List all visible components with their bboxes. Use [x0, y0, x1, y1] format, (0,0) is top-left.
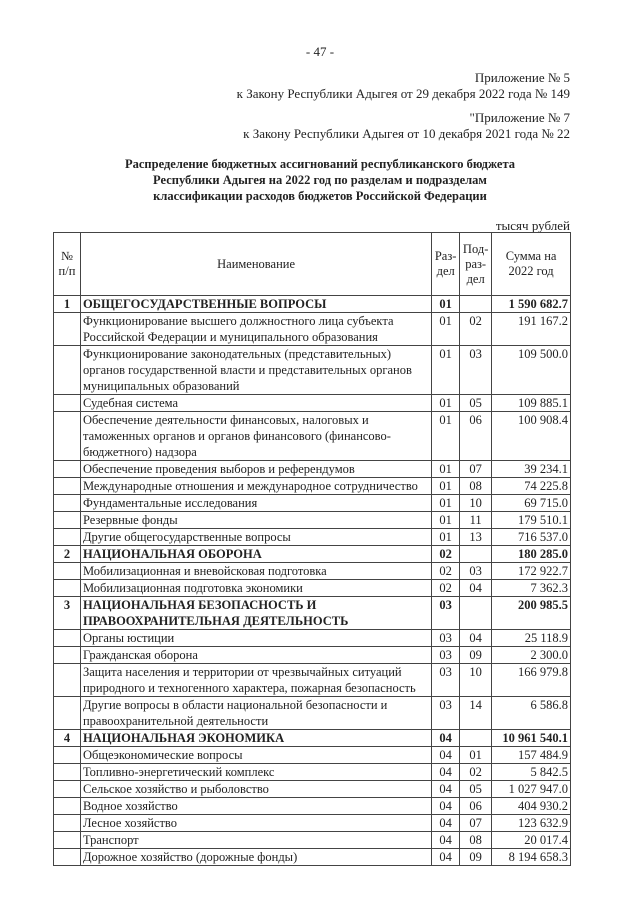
table-row — [54, 798, 571, 815]
row-number: 4 — [54, 730, 81, 747]
row-name: Обеспечение проведения выборов и референдумов — [80, 461, 431, 478]
table-row — [54, 647, 571, 664]
title-line3: классификации расходов бюджетов Российской Федерации — [153, 189, 487, 203]
row-sum: 1 590 682.7 — [492, 296, 571, 313]
row-sum: 39 234.1 — [492, 461, 571, 478]
row-name: Органы юстиции — [80, 630, 431, 647]
row-number — [54, 495, 81, 512]
row-sum: 20 017.4 — [492, 832, 571, 849]
page-number: - 47 - — [305, 44, 335, 59]
row-section: 01 — [432, 346, 460, 395]
appendix-5-line1: Приложение № 5 — [474, 70, 570, 85]
row-name: Другие общегосударственные вопросы — [80, 529, 431, 546]
row-section: 01 — [432, 512, 460, 529]
table-row — [54, 832, 571, 849]
section-row — [54, 597, 571, 630]
table-row — [54, 395, 571, 412]
row-sum: 6 586.8 — [492, 697, 571, 730]
section-row — [54, 730, 571, 747]
appendix-7-line1: "Приложение № 7 — [469, 110, 570, 125]
row-subsection: 05 — [460, 395, 492, 412]
row-sum: 7 362.3 — [492, 580, 571, 597]
row-subsection: 02 — [460, 313, 492, 346]
row-number — [54, 529, 81, 546]
appendix-7-reference — [243, 110, 570, 142]
row-subsection: 14 — [460, 697, 492, 730]
row-section: 01 — [432, 313, 460, 346]
row-subsection: 08 — [460, 478, 492, 495]
row-subsection — [460, 546, 492, 563]
table-row — [54, 478, 571, 495]
table-row — [54, 563, 571, 580]
row-number — [54, 461, 81, 478]
row-number — [54, 798, 81, 815]
row-name: Гражданская оборона — [80, 647, 431, 664]
row-name: Мобилизационная подготовка экономики — [80, 580, 431, 597]
row-sum: 404 930.2 — [492, 798, 571, 815]
row-number — [54, 512, 81, 529]
row-number — [54, 647, 81, 664]
title-line2: Республики Адыгея на 2022 год по разделам и подразделам — [153, 173, 487, 187]
table-row — [54, 747, 571, 764]
row-section: 04 — [432, 747, 460, 764]
row-section: 04 — [432, 832, 460, 849]
header-sum: Сумма на 2022 год — [492, 233, 571, 296]
appendix-7-line2: к Закону Республики Адыгея от 10 декабря 2021 года № 22 — [243, 126, 570, 141]
table-row — [54, 529, 571, 546]
document-title — [60, 156, 580, 204]
row-number — [54, 849, 81, 866]
row-sum: 10 961 540.1 — [492, 730, 571, 747]
row-subsection: 04 — [460, 580, 492, 597]
appendix-5-reference — [237, 70, 570, 102]
row-section: 03 — [432, 664, 460, 697]
row-subsection: 08 — [460, 832, 492, 849]
row-subsection: 01 — [460, 747, 492, 764]
row-section: 04 — [432, 798, 460, 815]
row-sum: 74 225.8 — [492, 478, 571, 495]
row-name: Фундаментальные исследования — [80, 495, 431, 512]
row-sum: 716 537.0 — [492, 529, 571, 546]
row-name: Сельское хозяйство и рыболовство — [80, 781, 431, 798]
row-section: 02 — [432, 563, 460, 580]
row-name: ОБЩЕГОСУДАРСТВЕННЫЕ ВОПРОСЫ — [80, 296, 431, 313]
row-section: 02 — [432, 580, 460, 597]
row-name: Защита населения и территории от чрезвычайных ситуаций природного и техногенного характера, пожарная безопасность — [80, 664, 431, 697]
row-subsection: 10 — [460, 495, 492, 512]
row-sum: 172 922.7 — [492, 563, 571, 580]
row-number — [54, 664, 81, 697]
row-subsection — [460, 730, 492, 747]
row-section: 01 — [432, 478, 460, 495]
row-section: 03 — [432, 597, 460, 630]
table-body — [54, 296, 571, 866]
row-subsection — [460, 597, 492, 630]
row-section: 01 — [432, 495, 460, 512]
header-subsection: Под-раз-дел — [460, 233, 492, 296]
header-name: Наименование — [80, 233, 431, 296]
row-sum: 1 027 947.0 — [492, 781, 571, 798]
row-sum: 109 885.1 — [492, 395, 571, 412]
row-section: 03 — [432, 647, 460, 664]
row-section: 01 — [432, 395, 460, 412]
table-row — [54, 346, 571, 395]
row-subsection: 09 — [460, 849, 492, 866]
row-name: Другие вопросы в области национальной безопасности и правоохранительной деятельности — [80, 697, 431, 730]
row-number: 1 — [54, 296, 81, 313]
table-row — [54, 849, 571, 866]
row-sum: 2 300.0 — [492, 647, 571, 664]
row-sum: 109 500.0 — [492, 346, 571, 395]
row-number — [54, 580, 81, 597]
row-name: Функционирование законодательных (представительных) органов государственной власти и представительных органов муниципальных образований — [80, 346, 431, 395]
table-row — [54, 461, 571, 478]
row-section: 03 — [432, 697, 460, 730]
row-number — [54, 630, 81, 647]
budget-table — [53, 232, 571, 866]
row-number — [54, 313, 81, 346]
row-sum: 5 842.5 — [492, 764, 571, 781]
title-line1: Распределение бюджетных ассигнований республиканского бюджета — [125, 157, 515, 171]
row-sum: 191 167.2 — [492, 313, 571, 346]
row-subsection: 10 — [460, 664, 492, 697]
row-number — [54, 747, 81, 764]
table-row — [54, 664, 571, 697]
row-number — [54, 815, 81, 832]
row-subsection: 03 — [460, 563, 492, 580]
row-section: 04 — [432, 781, 460, 798]
row-subsection: 06 — [460, 798, 492, 815]
table-row — [54, 815, 571, 832]
row-subsection: 11 — [460, 512, 492, 529]
row-subsection: 04 — [460, 630, 492, 647]
row-name: Мобилизационная и вневойсковая подготовка — [80, 563, 431, 580]
row-name: Топливно-энергетический комплекс — [80, 764, 431, 781]
row-sum: 180 285.0 — [492, 546, 571, 563]
table-row — [54, 764, 571, 781]
row-subsection: 05 — [460, 781, 492, 798]
row-name: НАЦИОНАЛЬНАЯ БЕЗОПАСНОСТЬ И ПРАВООХРАНИТЕЛЬНАЯ ДЕЯТЕЛЬНОСТЬ — [80, 597, 431, 630]
units-label: тысяч рублей — [495, 218, 570, 233]
row-name: Резервные фонды — [80, 512, 431, 529]
row-number — [54, 781, 81, 798]
row-section: 03 — [432, 630, 460, 647]
row-section: 04 — [432, 764, 460, 781]
row-sum: 8 194 658.3 — [492, 849, 571, 866]
row-section: 01 — [432, 461, 460, 478]
row-name: Лесное хозяйство — [80, 815, 431, 832]
row-name: Водное хозяйство — [80, 798, 431, 815]
row-sum: 157 484.9 — [492, 747, 571, 764]
row-name: Судебная система — [80, 395, 431, 412]
row-number — [54, 764, 81, 781]
table-row — [54, 313, 571, 346]
row-sum: 179 510.1 — [492, 512, 571, 529]
row-sum: 100 908.4 — [492, 412, 571, 461]
header-section: Раз-дел — [432, 233, 460, 296]
table-row — [54, 580, 571, 597]
table-header-row — [54, 233, 571, 296]
table-row — [54, 512, 571, 529]
row-name: Дорожное хозяйство (дорожные фонды) — [80, 849, 431, 866]
row-number: 3 — [54, 597, 81, 630]
section-row — [54, 296, 571, 313]
row-subsection: 07 — [460, 461, 492, 478]
row-sum: 69 715.0 — [492, 495, 571, 512]
table-row — [54, 630, 571, 647]
row-name: Общеэкономические вопросы — [80, 747, 431, 764]
row-number — [54, 832, 81, 849]
row-number — [54, 563, 81, 580]
row-name: НАЦИОНАЛЬНАЯ ОБОРОНА — [80, 546, 431, 563]
row-sum: 25 118.9 — [492, 630, 571, 647]
table-row — [54, 781, 571, 798]
row-name: НАЦИОНАЛЬНАЯ ЭКОНОМИКА — [80, 730, 431, 747]
row-subsection: 03 — [460, 346, 492, 395]
row-number — [54, 697, 81, 730]
table-row — [54, 495, 571, 512]
row-name: Обеспечение деятельности финансовых, налоговых и таможенных органов и органов финансового (финансово-бюджетного) надзора — [80, 412, 431, 461]
table-row — [54, 697, 571, 730]
header-no: № п/п — [54, 233, 81, 296]
row-sum: 166 979.8 — [492, 664, 571, 697]
row-section: 01 — [432, 412, 460, 461]
row-section: 01 — [432, 296, 460, 313]
row-section: 04 — [432, 815, 460, 832]
row-name: Транспорт — [80, 832, 431, 849]
row-subsection: 02 — [460, 764, 492, 781]
row-section: 02 — [432, 546, 460, 563]
row-section: 01 — [432, 529, 460, 546]
row-subsection — [460, 296, 492, 313]
row-subsection: 09 — [460, 647, 492, 664]
row-number — [54, 395, 81, 412]
row-subsection: 07 — [460, 815, 492, 832]
row-subsection: 13 — [460, 529, 492, 546]
row-name: Функционирование высшего должностного лица субъекта Российской Федерации и муниципального образования — [80, 313, 431, 346]
row-subsection: 06 — [460, 412, 492, 461]
row-number — [54, 412, 81, 461]
row-sum: 123 632.9 — [492, 815, 571, 832]
row-sum: 200 985.5 — [492, 597, 571, 630]
table-row — [54, 412, 571, 461]
row-section: 04 — [432, 730, 460, 747]
row-name: Международные отношения и международное сотрудничество — [80, 478, 431, 495]
row-number — [54, 346, 81, 395]
row-number — [54, 478, 81, 495]
section-row — [54, 546, 571, 563]
row-number: 2 — [54, 546, 81, 563]
appendix-5-line2: к Закону Республики Адыгея от 29 декабря 2022 года № 149 — [236, 86, 570, 101]
row-section: 04 — [432, 849, 460, 866]
